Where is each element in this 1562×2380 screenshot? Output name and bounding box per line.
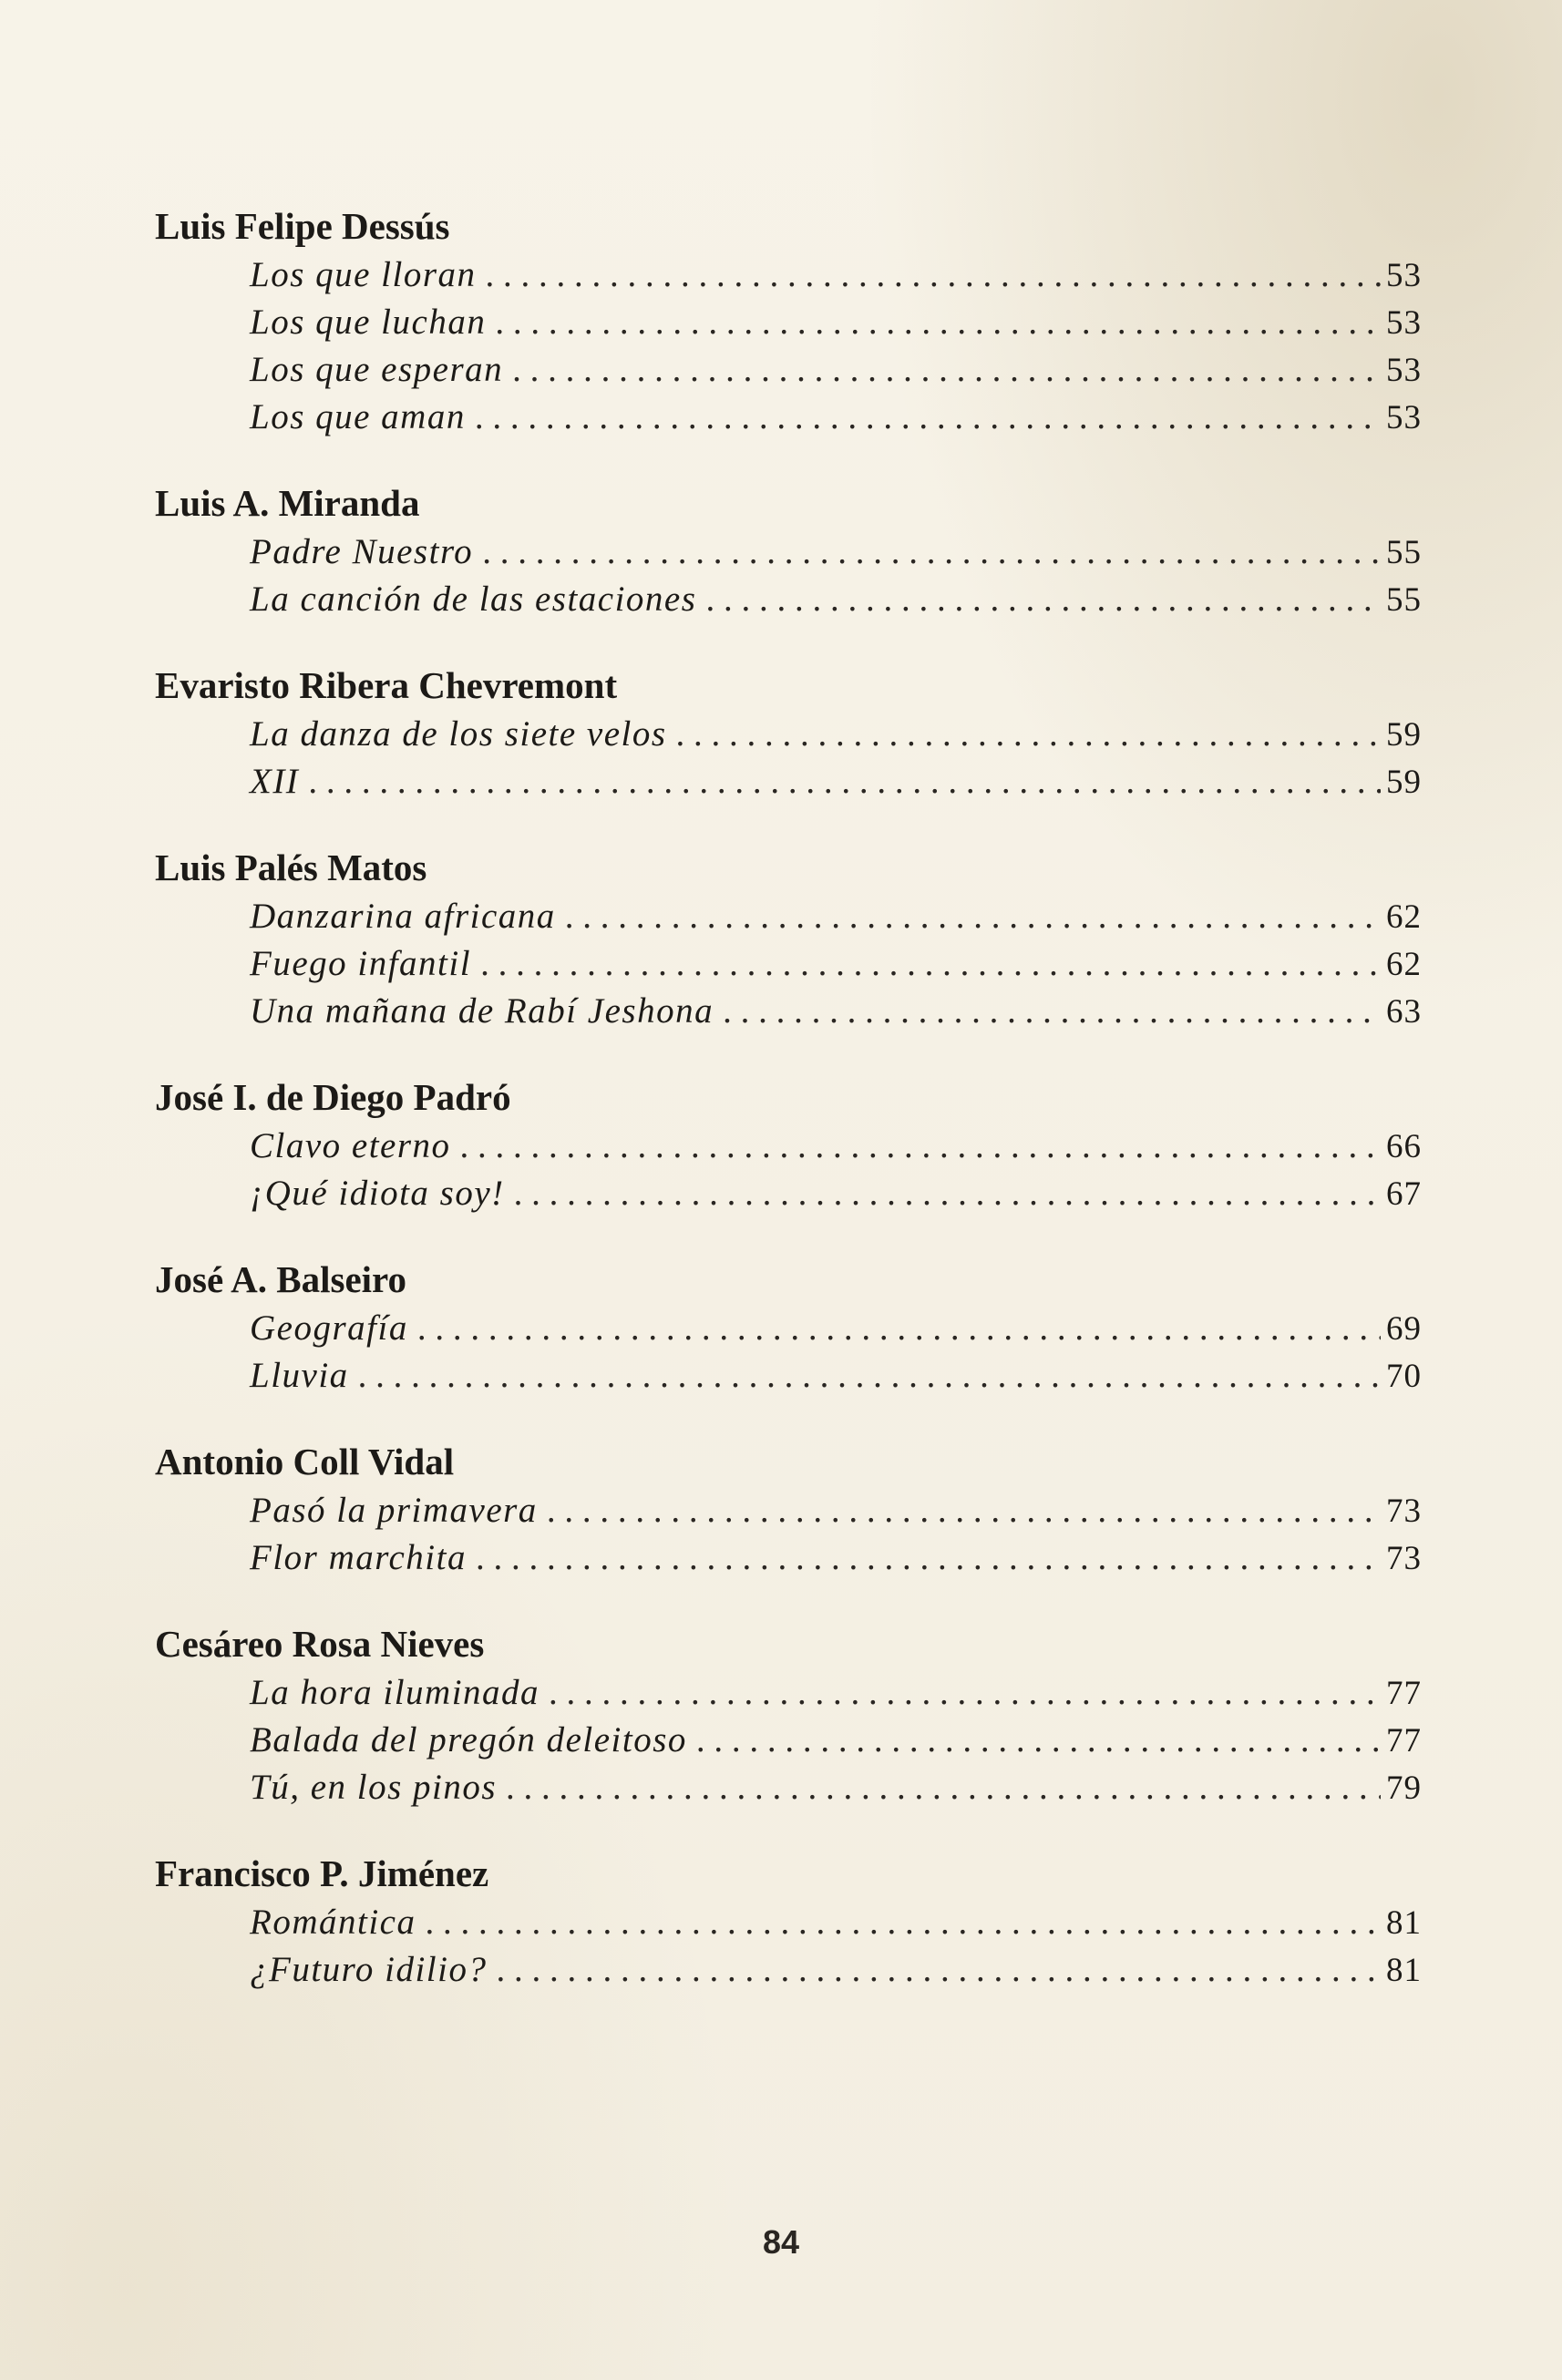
dot-leader: [696, 1717, 1381, 1764]
page-number: 79: [1386, 1770, 1422, 1807]
poem-title: Los que esperan: [250, 350, 504, 389]
author-name: Francisco P. Jiménez: [155, 1852, 489, 1894]
poem-title: Padre Nuestro: [250, 532, 474, 571]
poem-title: XII: [250, 762, 300, 801]
toc-entry: [250, 528, 1422, 576]
page-number: 81: [1386, 1904, 1422, 1942]
author-name: José I. de Diego Padró: [155, 1076, 511, 1118]
author-name: Luis Felipe Dessús: [155, 205, 450, 247]
dot-leader: [417, 1305, 1381, 1352]
page-number: 62: [1386, 898, 1422, 936]
toc-section: [155, 1618, 1422, 1811]
dot-leader: [506, 1764, 1381, 1811]
toc-entry: [250, 988, 1422, 1035]
poem-title: ¡Qué idiota soy!: [250, 1174, 505, 1213]
toc-entry: [250, 394, 1422, 441]
toc-entry: [250, 1717, 1422, 1764]
dot-leader: [723, 988, 1381, 1035]
page-number: 53: [1386, 352, 1422, 389]
page-number: 67: [1386, 1175, 1422, 1213]
toc-section: [155, 1436, 1422, 1582]
page-number: 77: [1386, 1675, 1422, 1712]
dot-leader: [358, 1352, 1381, 1400]
toc-entry: [250, 576, 1422, 623]
toc-section: [155, 842, 1422, 1035]
dot-leader: [514, 1170, 1381, 1217]
author-name: Cesáreo Rosa Nieves: [155, 1623, 485, 1665]
toc-entry: [250, 893, 1422, 940]
page-number: 53: [1386, 399, 1422, 436]
page-number: 55: [1386, 581, 1422, 619]
poem-title: Tú, en los pinos: [250, 1768, 498, 1807]
toc-section: [155, 477, 1422, 623]
poem-title: La hora iluminada: [250, 1673, 540, 1712]
dot-leader: [460, 1123, 1381, 1170]
poem-title: Clavo eterno: [250, 1126, 451, 1165]
toc-section: [155, 1254, 1422, 1400]
toc-entry: [250, 1352, 1422, 1400]
dot-leader: [475, 394, 1381, 441]
poem-title: Los que lloran: [250, 255, 477, 294]
toc-entry: [250, 346, 1422, 394]
dot-leader: [425, 1899, 1381, 1946]
poem-title: La canción de las estaciones: [250, 580, 697, 619]
dot-leader: [482, 528, 1381, 576]
dot-leader: [676, 711, 1381, 758]
toc-entry: [250, 1170, 1422, 1217]
dot-leader: [476, 1534, 1381, 1582]
page-number: 62: [1386, 946, 1422, 983]
dot-leader: [495, 299, 1381, 346]
poem-title: Los que luchan: [250, 303, 487, 342]
page-number: 81: [1386, 1952, 1422, 1989]
toc-section: [155, 200, 1422, 441]
page-number: 70: [1386, 1358, 1422, 1395]
poem-title: La danza de los siete velos: [250, 714, 667, 754]
toc-entry: [250, 251, 1422, 299]
poem-title: Una mañana de Rabí Jeshona: [250, 991, 714, 1031]
dot-leader: [512, 346, 1381, 394]
poem-title: Danzarina africana: [250, 897, 556, 936]
author-name: José A. Balseiro: [155, 1258, 406, 1300]
toc-entry: [250, 1123, 1422, 1170]
poem-title: Romántica: [250, 1903, 416, 1942]
toc-section: [155, 1848, 1422, 1994]
poem-title: Flor marchita: [250, 1538, 467, 1577]
dot-leader: [496, 1946, 1381, 1994]
toc-section: [155, 1072, 1422, 1217]
dot-leader: [705, 576, 1381, 623]
toc-entry: [250, 940, 1422, 988]
toc-section: [155, 660, 1422, 805]
page-number: 73: [1386, 1540, 1422, 1577]
page-number: 53: [1386, 257, 1422, 294]
poem-title: Los que aman: [250, 397, 466, 436]
toc-entry: [250, 299, 1422, 346]
dot-leader: [486, 251, 1381, 299]
toc-entry: [250, 1899, 1422, 1946]
page-number: 59: [1386, 716, 1422, 754]
toc-entry: [250, 1946, 1422, 1994]
poem-title: Lluvia: [250, 1356, 349, 1395]
page-number: 63: [1386, 993, 1422, 1031]
author-name: Luis A. Miranda: [155, 482, 420, 524]
dot-leader: [565, 893, 1381, 940]
table-of-contents: [155, 200, 1422, 2030]
page-number: 73: [1386, 1493, 1422, 1530]
author-name: Antonio Coll Vidal: [155, 1441, 455, 1482]
page-number: 77: [1386, 1722, 1422, 1759]
toc-entry: [250, 758, 1422, 805]
dot-leader: [480, 940, 1381, 988]
dot-leader: [308, 758, 1381, 805]
dot-leader: [547, 1487, 1381, 1534]
toc-entry: [250, 1487, 1422, 1534]
page-number: 69: [1386, 1310, 1422, 1348]
toc-entry: [250, 711, 1422, 758]
poem-title: Balada del pregón deleitoso: [250, 1720, 687, 1759]
toc-entry: [250, 1305, 1422, 1352]
poem-title: ¿Futuro idilio?: [250, 1950, 488, 1989]
page-number: 66: [1386, 1128, 1422, 1165]
author-name: Evaristo Ribera Chevremont: [155, 664, 618, 706]
dot-leader: [549, 1669, 1381, 1717]
toc-entry: [250, 1534, 1422, 1582]
toc-entry: [250, 1669, 1422, 1717]
page-folio-number: 84: [762, 2223, 800, 2261]
toc-entry: [250, 1764, 1422, 1811]
poem-title: Fuego infantil: [250, 944, 472, 983]
page-number: 55: [1386, 534, 1422, 571]
author-name: Luis Palés Matos: [155, 846, 427, 888]
poem-title: Pasó la primavera: [250, 1491, 538, 1530]
poem-title: Geografía: [250, 1308, 408, 1348]
page-number: 59: [1386, 764, 1422, 801]
page-number: 53: [1386, 304, 1422, 342]
